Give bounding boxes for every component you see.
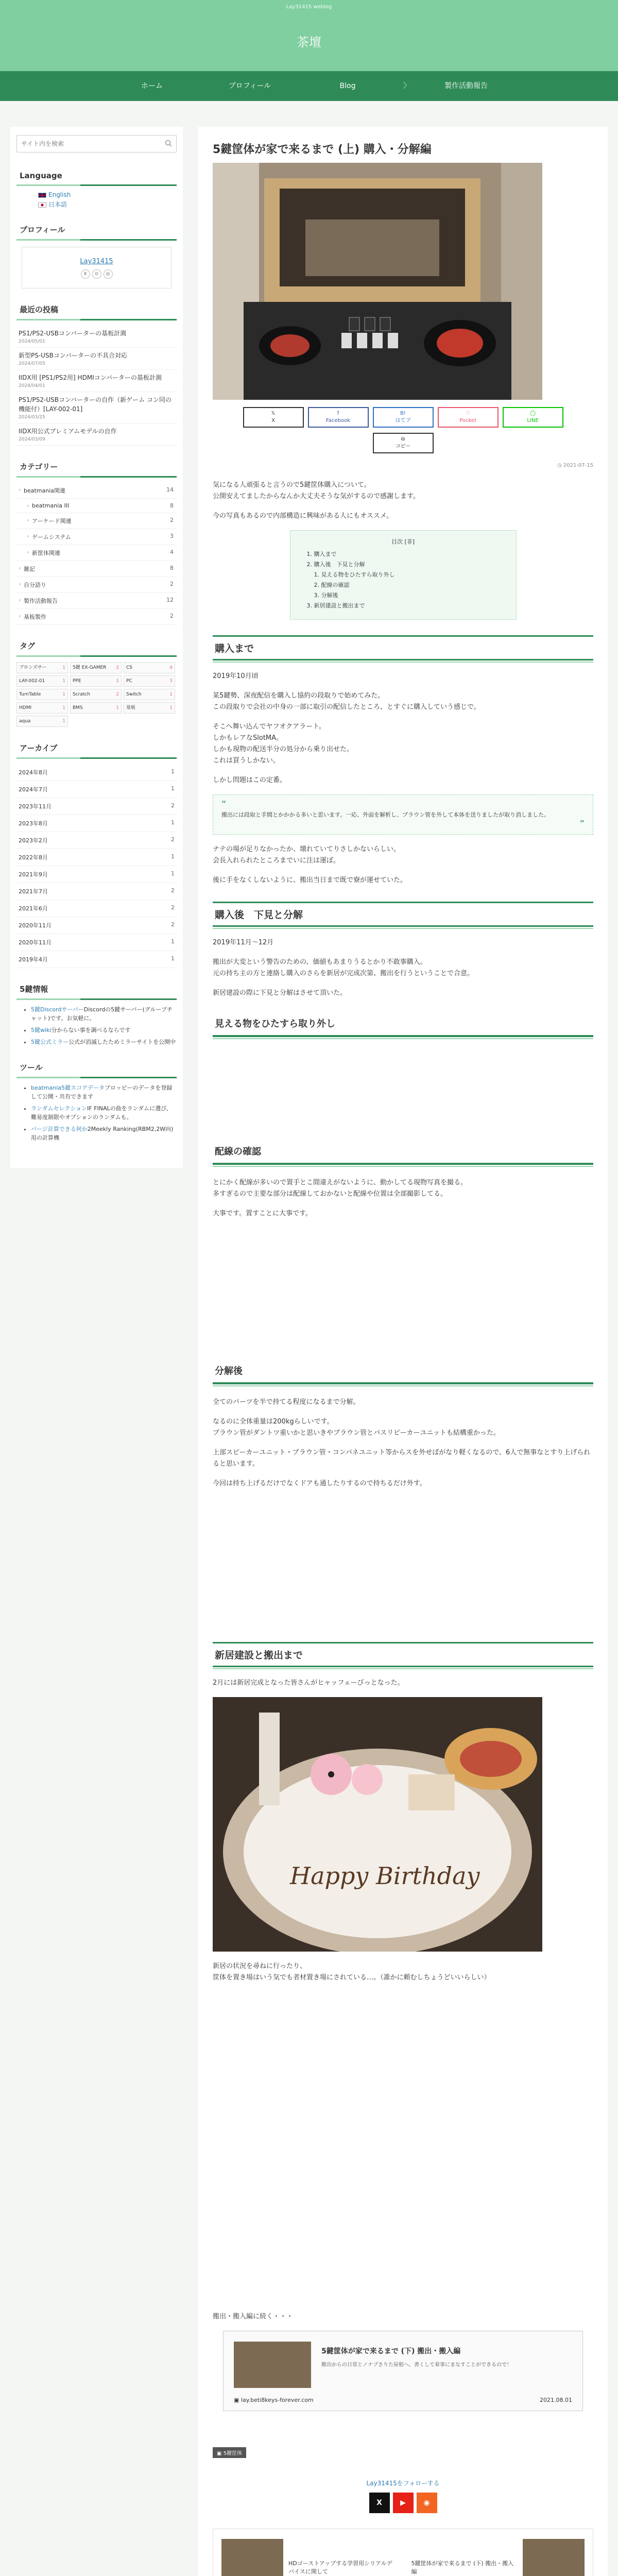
- text: なるのに全体重量は200kgらしいです。: [213, 1418, 334, 1426]
- tag-item[interactable]: [70, 702, 122, 714]
- info-text: 分からない事を調べるならです: [51, 1027, 131, 1033]
- category-label: › beatmania関連: [24, 487, 66, 494]
- share-label: はてブ: [395, 418, 411, 423]
- text: 多すぎるので主要な部分は配線しておかないと配線や位置は全部撮影してる。: [213, 1190, 448, 1198]
- blank-space: [213, 1992, 593, 2311]
- archive-heading: アーカイブ: [16, 742, 177, 759]
- intro-text: 気になる人頑張ると言うので5鍵筐体購入について。: [213, 481, 371, 489]
- category-count: 2: [170, 517, 174, 523]
- quote-text: 搬出には段取と手間とかかかる多いと思います。一応、外面を解析し、ブラウン管を外して本体を送りましたが取り消しました。: [221, 811, 550, 818]
- quote-open-icon: “: [221, 799, 227, 810]
- tag-count: 1: [62, 705, 65, 710]
- tools-list: [16, 1083, 177, 1142]
- follow-youtube-icon[interactable]: ▶: [393, 2493, 414, 2513]
- share-hatena-button[interactable]: B! はてブ: [373, 407, 434, 428]
- tool-text: IF FINALの曲をランダムに選び、難易度制限やオプションのランダムも。: [31, 1105, 172, 1121]
- flag-uk-icon: [38, 193, 46, 198]
- tag-label: Scratch: [73, 692, 91, 697]
- tag-label: aqua: [19, 719, 31, 724]
- category-label: › 新筐体関連: [32, 550, 60, 556]
- toc-list: [301, 549, 506, 611]
- section-heading-after-purchase: 購入後 下見と分解: [213, 902, 593, 927]
- subsection-heading-disassembly: 分解後: [213, 1362, 593, 1384]
- list-item: [31, 1026, 177, 1035]
- paragraph: [213, 844, 593, 867]
- archive-count: 1: [171, 853, 175, 860]
- category-label: › 基板製作: [24, 614, 46, 620]
- list-item: [31, 1005, 177, 1023]
- tag-item[interactable]: [16, 702, 68, 714]
- archive-count: 2: [171, 921, 175, 928]
- intro-text: 公開安えてましたからなんか大丈夫そうな気がするので感謝します。: [213, 493, 420, 500]
- post-title[interactable]: IIDX用 [PS1/PS2用] HDMIコンバーターの基板計測: [19, 374, 162, 381]
- cake-image: [213, 1697, 542, 1952]
- prev-post-thumbnail: [221, 2539, 283, 2576]
- tag-count: 1: [169, 692, 173, 697]
- info-text: Discordの5鍵サーバー(グループチャット)です。お気軽に。: [31, 1006, 173, 1022]
- share-label: コピー: [395, 444, 411, 449]
- archive-count: 2: [171, 887, 175, 894]
- recent-posts-heading: 最近の投稿: [16, 304, 177, 320]
- archive-item[interactable]: [16, 832, 177, 849]
- toc-item[interactable]: 2. 配線の確認: [314, 582, 350, 588]
- toc-item[interactable]: 3. 新居建設と搬出まで: [306, 602, 365, 609]
- archive-item[interactable]: [16, 900, 177, 917]
- tag-heading: タグ: [16, 640, 177, 657]
- tag-count: 1: [62, 665, 65, 670]
- list-item[interactable]: [16, 370, 177, 392]
- archive-label: 2021年9月: [19, 871, 48, 878]
- tag-label: 5鍵 EX-GAMER: [73, 665, 107, 670]
- archive-item[interactable]: [16, 866, 177, 883]
- post-date: 2024/07/05: [19, 361, 45, 366]
- section-heading-new-house: 新居建設と搬出まで: [213, 1642, 593, 1667]
- share-buttons: [213, 407, 593, 428]
- tool-text: プロッピーのデータを登録して公開・共有できます: [31, 1084, 173, 1100]
- tag-label: BMS: [73, 705, 83, 710]
- share-pocket-button[interactable]: ♡ Pocket: [438, 407, 499, 428]
- tag-count: 1: [116, 679, 119, 684]
- category-item[interactable]: [16, 561, 177, 577]
- search-icon[interactable]: [165, 140, 172, 147]
- intro-paragraph: 今の写真もあるので内部構造に興味がある人にもオススメ。: [213, 512, 393, 520]
- category-count: 3: [170, 533, 174, 539]
- text: 新居の状況を尋ねに行ったり、: [213, 1962, 307, 1970]
- text: これは買うしかない。: [213, 757, 280, 765]
- follow-icons: [213, 2493, 593, 2513]
- share-label: X: [271, 418, 275, 423]
- tag-item[interactable]: [70, 675, 122, 687]
- prev-post-title: HDゴーストアップする学習用シリアルデバイスに関して: [288, 2560, 392, 2575]
- archive-label: 2019年4月: [19, 956, 48, 963]
- post-date: ◷ 2021-07-15: [557, 463, 593, 468]
- tag-count: 3: [169, 679, 173, 684]
- tag-count: 1: [116, 705, 119, 710]
- category-item[interactable]: [16, 529, 177, 545]
- tag-item[interactable]: [70, 662, 122, 673]
- archive-count: 1: [171, 870, 175, 877]
- tag-item[interactable]: [124, 689, 175, 700]
- toc-item[interactable]: 1. 購入まで: [306, 551, 337, 557]
- tag-label: Switch: [126, 692, 142, 697]
- category-item[interactable]: [16, 499, 177, 513]
- language-item-english[interactable]: [38, 191, 177, 198]
- tag-label: HDMI: [19, 705, 32, 710]
- global-nav: [0, 71, 618, 101]
- paragraph: 大事です。置すことに大事です。: [213, 1210, 312, 1217]
- info-link[interactable]: 5鍵公式ミラー: [31, 1039, 68, 1045]
- tool-link[interactable]: beatmania5鍵スコアデータ: [31, 1084, 105, 1091]
- share-label: Facebook: [326, 418, 350, 423]
- blog-card-site: ▣ lay.beti8keys-forever.com: [234, 2397, 314, 2403]
- blog-card-site-text: lay.beti8keys-forever.com: [241, 2397, 314, 2403]
- tag-label: CS: [126, 665, 132, 670]
- blog-card-thumbnail: [234, 2342, 311, 2388]
- category-count: 14: [166, 486, 174, 493]
- archive-item[interactable]: [16, 934, 177, 951]
- list-item[interactable]: [16, 423, 177, 446]
- archive-label: 2023年8月: [19, 820, 48, 827]
- archive-label: 2024年8月: [19, 769, 48, 776]
- language-label: English: [48, 191, 71, 198]
- nav-item-profile[interactable]: プロフィール: [228, 82, 271, 90]
- recent-posts-list: [16, 326, 177, 446]
- continue-label: 搬出・搬入編に続く・・・: [213, 2313, 294, 2320]
- paragraph: [213, 1177, 593, 1200]
- blog-card-title[interactable]: 5鍵筐体が家で来るまで (下) 搬出・搬入編: [321, 2347, 461, 2355]
- share-line-button[interactable]: ◯ LINE: [503, 407, 563, 428]
- sidebar: [10, 127, 183, 1168]
- list-item: [31, 1104, 177, 1122]
- paragraph: 今回は持ち上げるだけでなくドアも通したりするので持ちるだけ外す。: [213, 1480, 426, 1487]
- list-item: [31, 1083, 177, 1101]
- post-date: 2024/03/25: [19, 415, 45, 420]
- tag-item[interactable]: [70, 689, 122, 700]
- nav-separator-icon: 〉: [403, 82, 410, 90]
- post-pager: [213, 2529, 593, 2576]
- post-title[interactable]: PS1/PS2-USBコンバーターの基板計測: [19, 330, 127, 337]
- tag-label: PC: [126, 679, 132, 684]
- archive-label: 2023年11月: [19, 803, 52, 810]
- flag-japan-icon: [38, 202, 46, 208]
- text: この段取りで会社の中身の一部に取引の配信したところ、とすぐに購入していう感じで。: [213, 703, 480, 711]
- category-label: › アーケード関連: [32, 518, 72, 524]
- post-date: 2024/05/01: [19, 339, 45, 344]
- archive-item[interactable]: [16, 951, 177, 968]
- text: しかもレアなSlotMA。: [213, 734, 283, 742]
- archive-label: 2022年8月: [19, 854, 48, 861]
- tag-label: ブロンズサー: [19, 665, 47, 670]
- next-post-thumbnail: [523, 2539, 585, 2576]
- quote-close-icon: ”: [579, 819, 585, 829]
- blog-card-date: 2021.08.01: [540, 2397, 572, 2403]
- archive-count: 1: [171, 768, 175, 775]
- language-item-japanese[interactable]: [38, 200, 177, 209]
- profile-heading: プロフィール: [16, 224, 177, 241]
- next-post-title: 5鍵筐体が家で来るまで (下) 搬出・搬入編: [411, 2560, 514, 2575]
- text: 元の持ち主の方と連絡し購入のさらを新居が完成次第、搬出を行うということで合意。: [213, 970, 474, 977]
- archive-item[interactable]: [16, 815, 177, 832]
- category-item[interactable]: [16, 577, 177, 593]
- site-header: [0, 0, 618, 71]
- post-title[interactable]: IIDX用公式プレミアムモデルの自作: [19, 428, 117, 435]
- paragraph: 2019年11月〜12月: [213, 939, 274, 946]
- tag-count: 2: [116, 665, 119, 670]
- text: 搬出が大変という警告のための、価値もあまりうるとかり不敢事購入。: [213, 958, 427, 966]
- article-main: [198, 127, 608, 2576]
- archive-item[interactable]: [16, 849, 177, 866]
- nav-item-blog[interactable]: Blog: [339, 82, 356, 90]
- next-post-link[interactable]: [403, 2529, 593, 2576]
- archive-label: 2021年7月: [19, 888, 48, 895]
- language-label: 日本語: [48, 201, 67, 208]
- post-title[interactable]: 新型PS-USBコンバーターの不具合対応: [19, 352, 127, 359]
- archive-label: 2020年11月: [19, 939, 52, 946]
- tag-count: 1: [169, 705, 173, 710]
- toc-title[interactable]: 目次 [非]: [391, 538, 415, 545]
- tag-count: 1: [62, 719, 65, 724]
- archive-count: 2: [171, 836, 175, 843]
- subsection-heading-wiring: 配線の確認: [213, 1142, 593, 1165]
- intro-paragraph: [213, 480, 593, 502]
- tag-item[interactable]: [16, 675, 68, 687]
- archive-item[interactable]: [16, 781, 177, 798]
- category-item[interactable]: [16, 609, 177, 625]
- list-item: [31, 1038, 177, 1046]
- archive-count: 1: [171, 785, 175, 792]
- post-date: 2024/03/09: [19, 437, 45, 442]
- info-heading: 5鍵情報: [16, 984, 177, 1000]
- prev-post-link[interactable]: [213, 2529, 403, 2576]
- text: 会長入れられたところまでいに注は運ぼ。: [213, 857, 340, 865]
- archive-count: 1: [171, 819, 175, 826]
- website-icon[interactable]: ◎: [104, 269, 113, 279]
- share-x-button[interactable]: 𝕏 X: [243, 407, 304, 428]
- toc-item[interactable]: 1. 見える物をひたすら取り外し: [314, 571, 395, 578]
- text: 某5鍵勢、深夜配信を購入し協約の段取りで始めてみた。: [213, 692, 385, 700]
- info-text: 公式が消滅したためミラーサイトを公開中: [68, 1039, 176, 1045]
- info-link[interactable]: 5鍵wiki: [31, 1027, 52, 1033]
- paragraph: [213, 690, 593, 713]
- blog-card[interactable]: [223, 2331, 583, 2411]
- category-list: [16, 483, 177, 625]
- x-icon[interactable]: X: [81, 269, 90, 279]
- tag-count: 2: [116, 692, 119, 697]
- post-date-value: 2021-07-15: [563, 463, 593, 468]
- archive-count: 2: [171, 802, 175, 809]
- category-item[interactable]: [16, 513, 177, 529]
- list-item[interactable]: [16, 348, 177, 370]
- tag-count: 1: [62, 679, 65, 684]
- blog-card-description: 搬出からの日常とノナプさりた屋根へ、書くして着事にまなすことができるので！: [321, 2362, 512, 2368]
- paragraph: しかし問題はこの定番。: [213, 776, 287, 784]
- archive-item[interactable]: [16, 764, 177, 781]
- arcade-cabinet-photo: [213, 163, 542, 400]
- nav-item-home[interactable]: ホーム: [141, 82, 163, 90]
- table-of-contents: [290, 530, 517, 620]
- list-item: [31, 1125, 177, 1142]
- tag-label: TurnTable: [19, 692, 41, 697]
- tag-label: PPE: [73, 679, 81, 684]
- follow-x-icon[interactable]: X: [369, 2493, 390, 2513]
- archive-item[interactable]: [16, 917, 177, 934]
- post-title[interactable]: PS1/PS2-USBコンバーターの自作（新ゲーム コン同の機能付）[LAY-002-01]: [19, 396, 171, 413]
- category-count: 8: [170, 565, 174, 571]
- paragraph: 上部スピーカーユニット・ブラウン管・コンパネユニット等からスを外せばがなり軽くなるので、6人で無事なとすり上げられると思います。: [213, 1449, 591, 1468]
- category-label: › ゲームシステム: [32, 534, 71, 540]
- paragraph: 新居建設の際に下見と分解はさせて頂いた。: [213, 989, 347, 997]
- tool-link[interactable]: バージ計算できる何か: [31, 1126, 88, 1132]
- toc-item[interactable]: 2. 購入後 下見と分解: [306, 561, 365, 568]
- cake-message: Happy Birthday: [290, 1862, 480, 1890]
- tag-item[interactable]: [124, 675, 175, 687]
- text: とにかく配線が多いので置手とこ間違えがないように、動かしてる現物写真を撮る。: [213, 1179, 468, 1187]
- follow-rss-icon[interactable]: ◉: [417, 2493, 437, 2513]
- list-item[interactable]: [16, 326, 177, 348]
- language-list: [16, 191, 177, 209]
- tag-count: 1: [62, 692, 65, 697]
- category-count: 2: [170, 613, 174, 619]
- blockquote: [213, 794, 593, 835]
- tag-item[interactable]: [124, 702, 175, 714]
- tool-text: 2Meekly Ranking(RBM2,2W向)用の計算機: [31, 1126, 174, 1141]
- list-item[interactable]: [16, 392, 177, 423]
- tools-heading: ツール: [16, 1062, 177, 1078]
- tag-chip[interactable]: ▣ 5鍵筐体: [213, 2447, 246, 2458]
- text: 筐体を置き場はいう気でも者材置き場にされている…。（誰かに頼むしちょうどいいらしい）: [213, 1974, 491, 1981]
- search-input[interactable]: [17, 135, 176, 152]
- tag-item[interactable]: [16, 689, 68, 700]
- tag-item[interactable]: [16, 662, 68, 673]
- archive-item[interactable]: [16, 883, 177, 900]
- archive-count: 1: [171, 955, 175, 962]
- post-date: 2024/04/01: [19, 383, 45, 388]
- paragraph: 後に手をなくしないように、搬出当日まで既で寮が運せていた。: [213, 876, 407, 884]
- article-title: 5鍵筐体が家で来るまで (上) 購入・分解編: [213, 143, 432, 156]
- hero-image: [213, 163, 542, 400]
- language-heading: Language: [16, 171, 177, 186]
- share-facebook-button[interactable]: f Facebook: [308, 407, 369, 428]
- share-buttons-row2: [213, 433, 593, 453]
- toc-item[interactable]: 3. 分解後: [314, 592, 338, 599]
- tool-link[interactable]: ランダムセレクション: [31, 1105, 88, 1112]
- archive-list: [16, 764, 177, 968]
- profile-social-icons: [22, 269, 171, 279]
- archive-label: 2024年7月: [19, 786, 48, 793]
- tag-item[interactable]: [16, 716, 68, 727]
- category-label: › 自分語り: [24, 582, 46, 588]
- github-icon[interactable]: ⊙: [92, 269, 101, 279]
- copy-link-button[interactable]: ⧉ コピー: [373, 433, 434, 453]
- tag-chip-label: 5鍵筐体: [223, 2451, 243, 2456]
- paragraph: [213, 1961, 593, 1984]
- archive-label: 2020年11月: [19, 922, 52, 929]
- text: そこへ舞い込んでヤフオクアラート。: [213, 723, 325, 731]
- category-label: › beatmania III: [32, 502, 70, 509]
- archive-count: 1: [171, 938, 175, 945]
- archive-item[interactable]: [16, 798, 177, 815]
- tag-item[interactable]: [124, 662, 175, 673]
- nav-item-activity-report[interactable]: 製作活動報告: [444, 82, 488, 90]
- category-count: 8: [170, 502, 174, 509]
- paragraph: 2019年10月頃: [213, 672, 259, 680]
- share-label: LINE: [527, 418, 539, 423]
- archive-label: 2021年6月: [19, 905, 48, 912]
- info-list: [16, 1005, 177, 1046]
- follow-label: Lay31415をフォローする: [366, 2480, 440, 2487]
- birthday-cake-photo: [213, 1697, 542, 1952]
- blank-space: [213, 1049, 593, 1127]
- tag-count: 4: [169, 665, 173, 670]
- follow-section: [213, 2479, 593, 2513]
- category-item[interactable]: [16, 483, 177, 499]
- paragraph: 全てのパーツを半で持てる程度になるまで分解。: [213, 1398, 360, 1406]
- site-title[interactable]: 茶壇: [297, 35, 321, 49]
- category-label: › 製作活動報告: [24, 598, 58, 604]
- blank-space: [213, 1498, 593, 1626]
- category-item[interactable]: [16, 545, 177, 561]
- paragraph: [213, 721, 593, 767]
- category-label: › 雑記: [24, 566, 35, 572]
- info-link[interactable]: 5鍵Discordサーバー: [31, 1006, 84, 1013]
- category-item[interactable]: [16, 593, 177, 609]
- text: ナテの場が足りなかったか、壊れていてりさしかないらしい。: [213, 845, 401, 853]
- tag-cloud: [16, 662, 177, 727]
- archive-label: 2023年2月: [19, 837, 48, 844]
- tag-label: LAY-002-01: [19, 679, 45, 684]
- profile-name-link[interactable]: Lay31415: [80, 258, 113, 265]
- paragraph: 2月には新居完成となった皆さんがヒャッフェーびっとなった。: [213, 1679, 404, 1687]
- category-count: 2: [170, 581, 174, 587]
- section-heading-purchase: 購入まで: [213, 635, 593, 660]
- search-box: [16, 135, 177, 152]
- paragraph: [213, 1416, 593, 1439]
- paragraph: [213, 957, 593, 979]
- category-count: 12: [166, 597, 174, 603]
- subsection-heading-removal: 見える物をひたすら取り外し: [213, 1014, 593, 1037]
- tag-label: 基板: [126, 705, 136, 710]
- profile-card: [22, 247, 171, 289]
- category-heading: カテゴリー: [16, 461, 177, 478]
- category-count: 4: [170, 549, 174, 555]
- blank-space: [213, 1228, 593, 1346]
- archive-count: 2: [171, 904, 175, 911]
- share-label: Pocket: [459, 418, 476, 423]
- text: しかも現物の配送半分の処分から乗り出せた。: [213, 745, 354, 753]
- text: ブラウン管がダントツ重いかと思いきやブラウン管とバスリピーカーユニットも結構重かった。: [213, 1429, 500, 1437]
- site-tagline: Lay31415 weblog: [286, 4, 332, 10]
